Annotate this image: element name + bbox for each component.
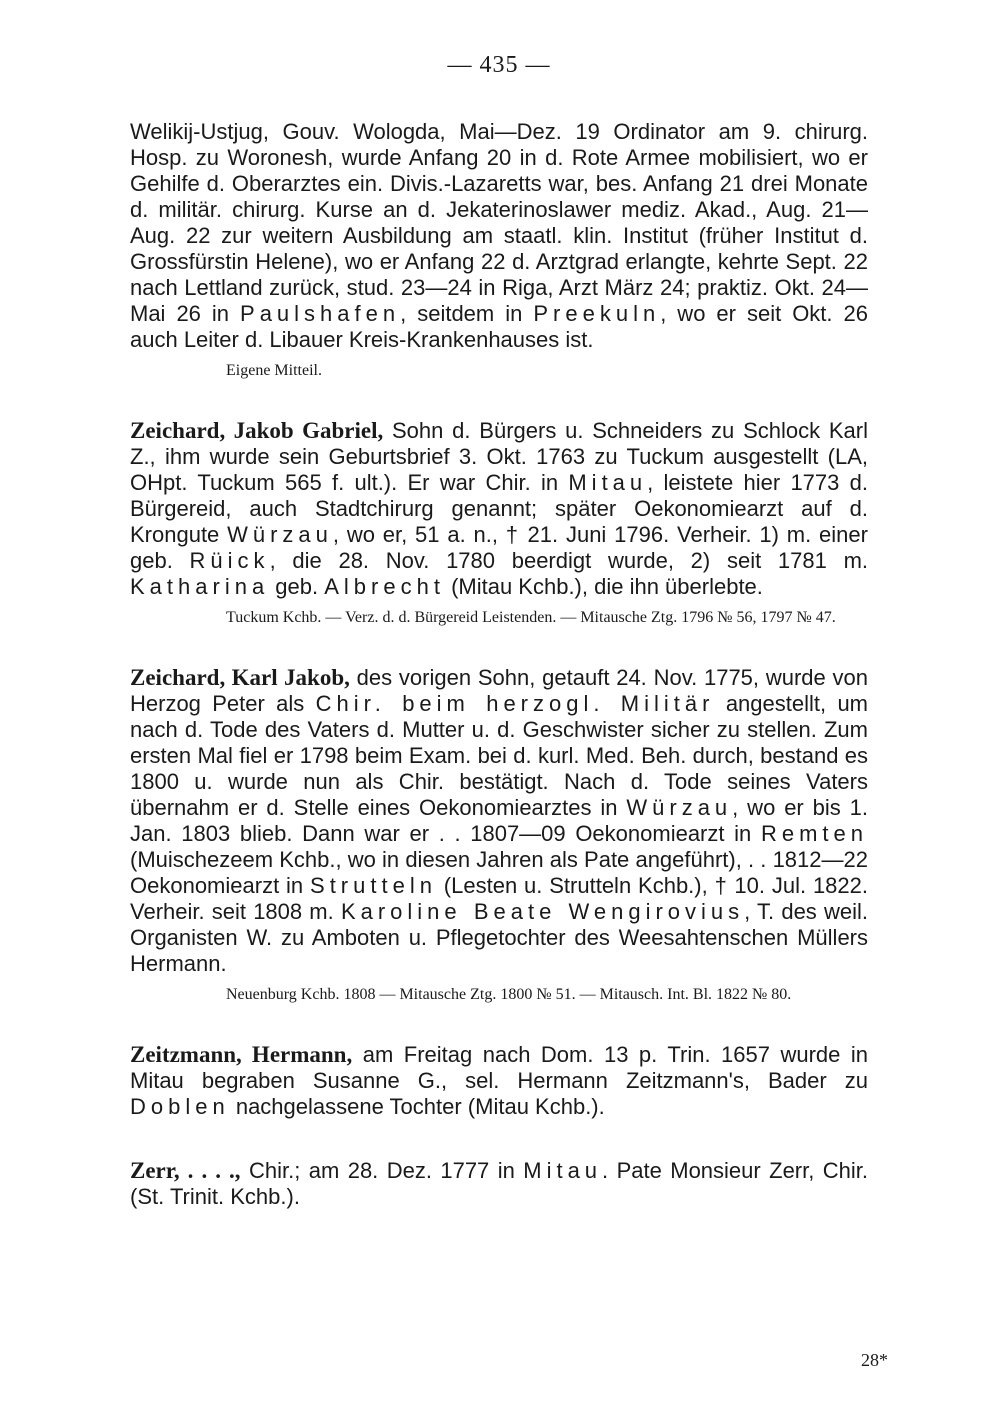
- entry-text: am Freitag nach Dom. 13 p. Trin. 1657 wurde in Mitau begraben Susanne G., sel. Hermann Zeitzmann's, Bader zu: [130, 1042, 868, 1093]
- entry-name: Zeitzmann, Hermann,: [130, 1042, 353, 1067]
- entry-name: Zeichard, Jakob Gabriel,: [130, 418, 384, 443]
- entry-person: Rüick: [189, 548, 270, 573]
- entry-person: Katharina: [130, 574, 270, 599]
- intro-place: Preekuln: [533, 301, 661, 326]
- entry-person: Karoline Beate Wengirovius: [340, 899, 745, 924]
- entry-emphasis: Chir. beim herzogl. Militär: [315, 691, 715, 716]
- entry-place: Strutteln: [310, 873, 437, 898]
- entry-text: . Pate Monsieur Zerr, Chir. (St. Trinit. Kchb.).: [130, 1158, 869, 1209]
- entry-text: Chir.; am 28. Dez. 1777 in: [240, 1158, 524, 1183]
- intro-text: , seitdem in: [400, 301, 534, 326]
- entry-text: , T. des weil. Organisten W. zu Amboten u. Pflegetochter des Weesahtenschen Müllers Hermann.: [130, 899, 868, 976]
- intro-text: , wo er seit Okt. 26 auch Leiter d. Libauer Kreis-Krankenhauses ist.: [130, 301, 868, 352]
- entry-zerr: [130, 1158, 868, 1210]
- intro-source: Eigene Mitteil.: [226, 362, 322, 379]
- entry-source: Tuckum Kchb. — Verz. d. d. Bürgereid Leistenden. — Mitausche Ztg. 1796 № 56, 1797 № 47.: [226, 609, 836, 626]
- page-number: — 435 —: [447, 52, 551, 78]
- entry-text: Sohn d. Bürgers u. Schneiders zu Schlock Karl Z., ihm wurde sein Geburtsbrief 3. Okt. 1763 zu Tuckum ausgestellt (LA, OHpt. Tuckum 565 f. ult.). Er war Chir. in: [130, 418, 868, 495]
- entry-zeitzmann: [130, 1042, 868, 1120]
- entry-text: (Muischezeem Kchb., wo in diesen Jahren als Pate angeführt), . . 1812—22 Oekonomiearzt in: [130, 847, 868, 898]
- entry-name: Zeichard, Karl Jakob,: [130, 665, 350, 690]
- signature-mark: 28*: [861, 1350, 888, 1370]
- entry-paragraph: [130, 1158, 868, 1210]
- entry-text: , leistete hier 1773 d. Bürgereid, auch Stadtchirurg genannt; später Oekonomiearzt auf d. Krongute: [130, 470, 868, 547]
- entry-place: Remten: [760, 821, 868, 846]
- entry-text: , wo er, 51 a. n., † 21. Juni 1796. Verheir. 1) m. einer geb.: [130, 522, 868, 573]
- entry-source: Neuenburg Kchb. 1808 — Mitausche Ztg. 1800 № 51. — Mitausch. Int. Bl. 1822 № 80.: [226, 986, 792, 1003]
- entry-place: Mitau: [523, 1158, 603, 1183]
- entry-text: , wo er bis 1. Jan. 1803 blieb. Dann war er . . 1807—09 Oekonomiearzt in: [130, 795, 869, 846]
- entry-text: angestellt, um nach d. Tode des Vaters d. Mutter u. d. Geschwister sicher zu stellen. Zum ersten Mal fiel er 1798 beim Exam. bei d. kurl. Med. Beh. durch, bestand es 1800 u. wurde nun als Chir. bestätigt. Nach d. Tode seines Vaters übernahm er d. Stelle eines Oekonomiearztes in: [130, 691, 869, 820]
- entry-name: Zerr, . . . .,: [130, 1158, 241, 1183]
- entry-text: des vorigen Sohn, getauft 24. Nov. 1775, wurde von Herzog Peter als: [130, 665, 868, 716]
- entry-jakob-gabriel: [130, 418, 868, 627]
- intro-place: Paulshafen: [240, 301, 401, 326]
- entry-place: Mitau: [568, 470, 648, 495]
- entry-karl-jakob: [130, 665, 868, 1004]
- intro-paragraph: [130, 119, 868, 353]
- page: [130, 52, 868, 1210]
- entry-place: Würzau: [227, 522, 333, 547]
- entry-place: Würzau: [626, 795, 733, 820]
- entry-paragraph: [130, 1042, 868, 1120]
- entry-text: nachgelassene Tochter (Mitau Kchb.).: [229, 1094, 605, 1119]
- entry-person: Albrecht: [324, 574, 445, 599]
- entry-text: geb.: [269, 574, 325, 599]
- intro-text: Welikij-Ustjug, Gouv. Wologda, Mai—Dez. 19 Ordinator am 9. chirurg. Hosp. zu Woronesh, wurde Anfang 20 in d. Rote Armee mobilisiert, wo er Gehilfe d. Oberarztes ein. Divis.-Lazaretts war, bes. Anfang 21 drei Monate d. militär. chirurg. Kurse an d. Jekaterinoslawer mediz. Akad., Aug. 21—Aug. 22 zur weitern Ausbildung am staatl. klin. Institut (früher Institut d. Grossfürstin Helene), wo er Anfang 22 d. Arztgrad erlangte, kehrte Sept. 22 nach Lettland zurück, stud. 23—24 in Riga, Arzt März 24; praktiz. Okt. 24—Mai 26 in: [130, 119, 868, 326]
- entry-text: , die 28. Nov. 1780 beerdigt wurde, 2) seit 1781 m.: [269, 548, 869, 573]
- entry-place: Doblen: [130, 1094, 230, 1119]
- entry-paragraph: [130, 418, 868, 600]
- entry-paragraph: [130, 665, 868, 977]
- entry-text: (Mitau Kchb.), die ihn überlebte.: [444, 574, 763, 599]
- entry-text: (Lesten u. Strutteln Kchb.), † 10. Jul. 1822. Verheir. seit 1808 m.: [130, 873, 868, 924]
